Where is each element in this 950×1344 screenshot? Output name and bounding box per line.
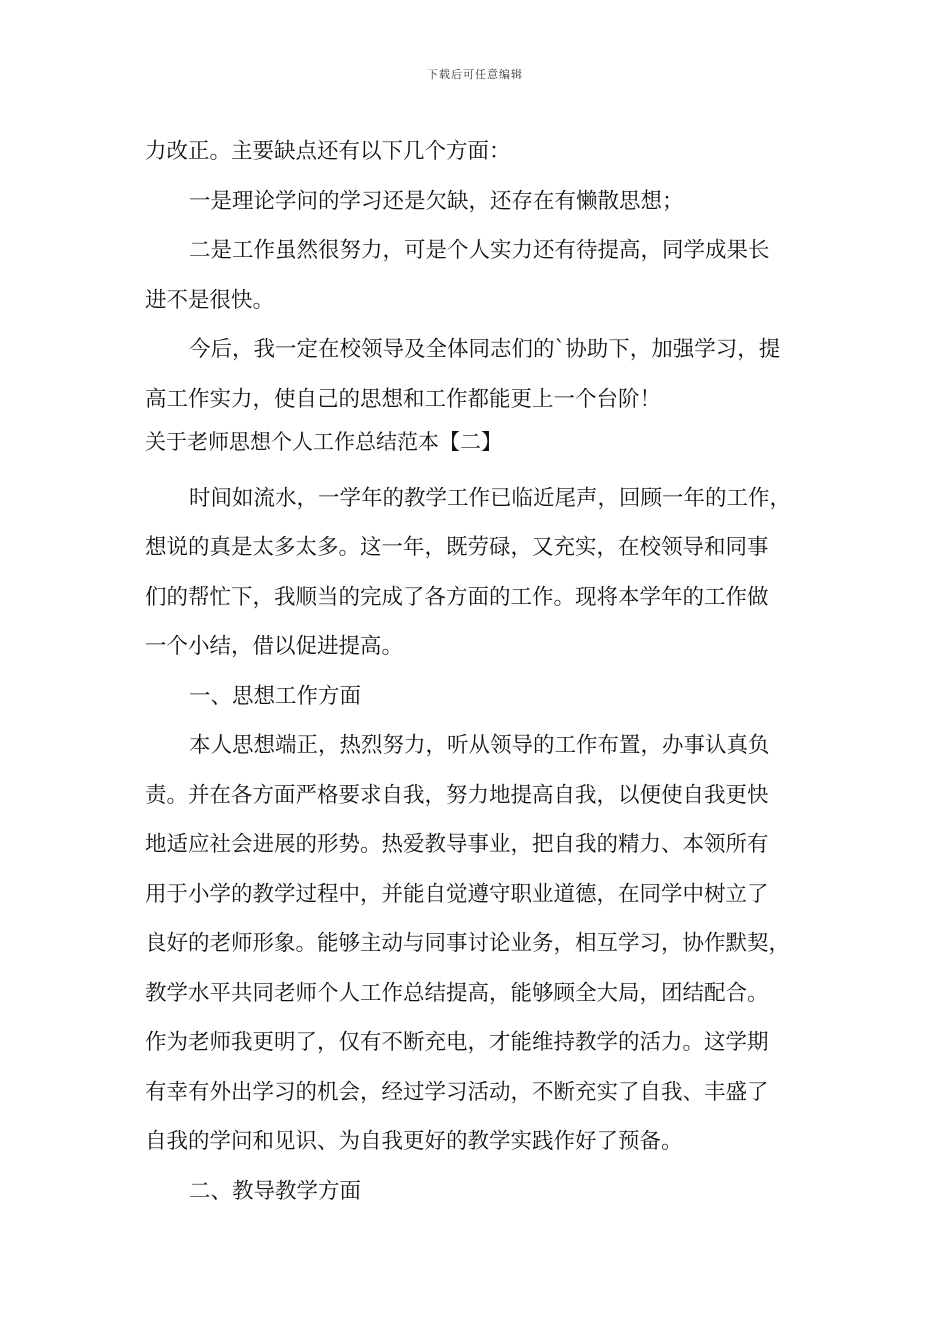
text-line: 自我的学问和见识、为自我更好的教学实践作好了预备。 [145, 1129, 683, 1154]
text-line: 责。并在各方面严格要求自我，努力地提高自我，以便使自我更快 [145, 782, 769, 808]
text-line: 进不是很快。 [145, 287, 275, 313]
text-line: 地适应社会进展的形势。热爱教导事业，把自我的精力、本领所有 [145, 832, 769, 857]
text-line: 今后，我一定在校领导及全体同志们的`协助下，加强学习，提 [189, 337, 781, 362]
subsection-heading: 一、思想工作方面 [189, 683, 362, 709]
text-line: 本人思想端正，热烈努力，听从领导的工作布置，办事认真负 [189, 733, 770, 758]
subsection-heading: 二、教导教学方面 [189, 1178, 362, 1204]
text-line: 一是理论学问的学习还是欠缺，还存在有懒散思想； [189, 188, 684, 214]
document-body [145, 127, 825, 1216]
text-line: 力改正。主要缺点还有以下几个方面： [145, 139, 511, 164]
text-line: 作为老师我更明了，仅有不断充电，才能维持教学的活力。这学期 [145, 1030, 769, 1055]
text-line: 教学水平共同老师个人工作总结提高，能够顾全大局，团结配合。 [145, 980, 769, 1006]
text-line: 们的帮忙下，我顺当的完成了各方面的工作。现将本学年的工作做 [145, 584, 769, 610]
text-line: 一个小结，借以促进提高。 [145, 634, 404, 659]
text-line: 高工作实力，使自己的思想和工作都能更上一个台阶！ [145, 386, 662, 412]
page-header: 下载后可任意编辑 [427, 68, 523, 81]
text-line: 用于小学的教学过程中，并能自觉遵守职业道德，在同学中树立了 [145, 881, 769, 907]
text-line: 有幸有外出学习的机会，经过学习活动，不断充实了自我、丰盛了 [145, 1079, 769, 1105]
section-heading: 关于老师思想个人工作总结范本【二】 [145, 430, 502, 454]
text-line: 时间如流水，一学年的教学工作已临近尾声，回顾一年的工作， [189, 485, 792, 511]
text-line: 良好的老师形象。能够主动与同事讨论业务，相互学习，协作默契， [145, 931, 791, 956]
text-line: 二是工作虽然很努力，可是个人实力还有待提高，同学成果长 [189, 238, 770, 263]
text-line: 想说的真是太多太多。这一年，既劳碌，又充实，在校领导和同事 [145, 535, 769, 560]
